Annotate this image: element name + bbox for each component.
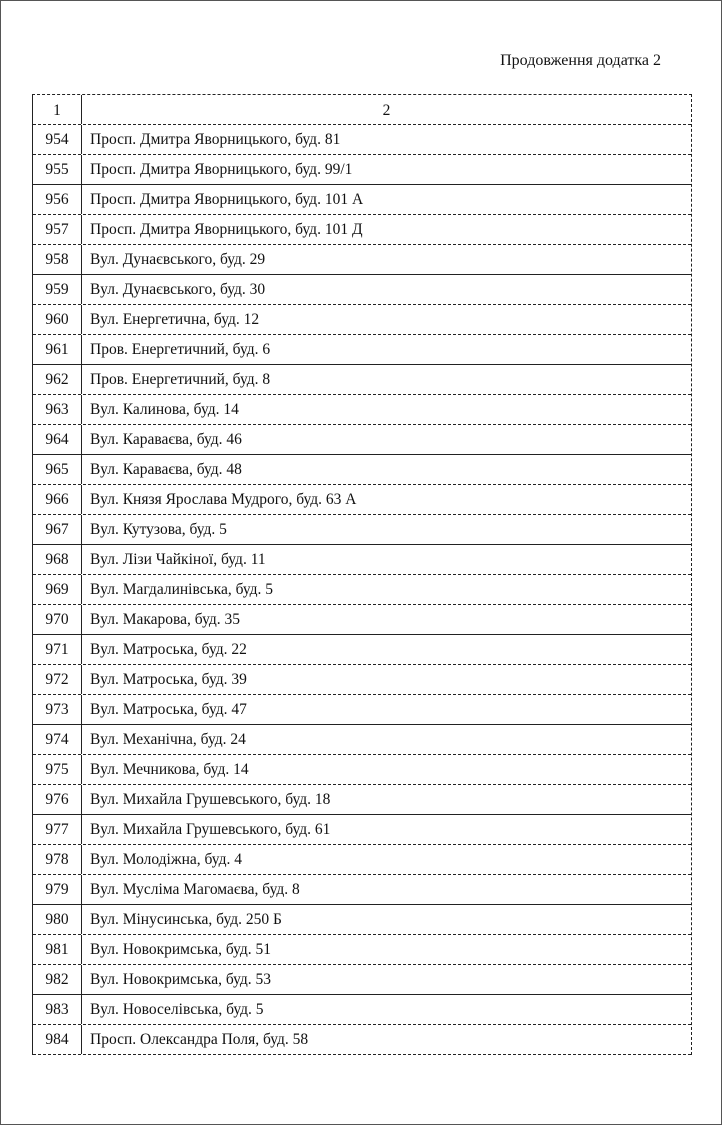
table-row bbox=[33, 485, 691, 515]
table-row bbox=[33, 425, 691, 455]
row-number: 964 bbox=[33, 425, 82, 454]
table-row bbox=[33, 725, 691, 755]
table-row bbox=[33, 365, 691, 395]
table-row bbox=[33, 125, 691, 155]
row-number: 969 bbox=[33, 575, 82, 604]
row-address: Вул. Матроська, буд. 47 bbox=[90, 701, 247, 718]
row-address: Вул. Матроська, буд. 22 bbox=[90, 641, 247, 658]
row-number: 956 bbox=[33, 185, 82, 214]
row-number: 975 bbox=[33, 755, 82, 784]
table-row bbox=[33, 245, 691, 275]
table-row bbox=[33, 305, 691, 335]
row-number: 983 bbox=[33, 995, 82, 1024]
table-row bbox=[33, 815, 691, 845]
row-number: 963 bbox=[33, 395, 82, 424]
row-address: Вул. Мінусинська, буд. 250 Б bbox=[90, 911, 282, 928]
header-col-number: 1 bbox=[33, 95, 82, 124]
table-row bbox=[33, 785, 691, 815]
row-address: Вул. Новоселівська, буд. 5 bbox=[90, 1001, 264, 1018]
table-row bbox=[33, 665, 691, 695]
table-row bbox=[33, 755, 691, 785]
row-number: 972 bbox=[33, 665, 82, 694]
header-col-address: 2 bbox=[382, 102, 391, 119]
row-address: Вул. Калинова, буд. 14 bbox=[90, 401, 239, 418]
continuation-caption: Продовження додатка 2 bbox=[500, 52, 661, 69]
table-row bbox=[33, 185, 691, 215]
row-address: Вул. Новокримська, буд. 53 bbox=[90, 971, 272, 988]
row-address: Вул. Механічна, буд. 24 bbox=[90, 731, 246, 748]
table-row bbox=[33, 635, 691, 665]
row-address: Вул. Молодіжна, буд. 4 bbox=[90, 851, 242, 868]
row-number: 960 bbox=[33, 305, 82, 334]
row-number: 978 bbox=[33, 845, 82, 874]
table-row bbox=[33, 455, 691, 485]
row-number: 968 bbox=[33, 545, 82, 574]
row-number: 962 bbox=[33, 365, 82, 394]
row-address: Вул. Новокримська, буд. 51 bbox=[90, 941, 272, 958]
row-address: Вул. Михайла Грушевського, буд. 61 bbox=[90, 821, 331, 838]
row-number: 977 bbox=[33, 815, 82, 844]
row-number: 981 bbox=[33, 935, 82, 964]
row-address: Вул. Мечникова, буд. 14 bbox=[90, 761, 249, 778]
row-address: Просп. Олександра Поля, буд. 58 bbox=[90, 1031, 309, 1048]
row-number: 965 bbox=[33, 455, 82, 484]
row-number: 954 bbox=[33, 125, 82, 154]
row-address: Просп. Дмитра Яворницького, буд. 99/1 bbox=[90, 161, 353, 178]
table-row bbox=[33, 545, 691, 575]
row-address: Пров. Енергетичний, буд. 6 bbox=[90, 341, 271, 358]
row-number: 966 bbox=[33, 485, 82, 514]
row-address: Просп. Дмитра Яворницького, буд. 101 А bbox=[90, 191, 364, 208]
row-number: 967 bbox=[33, 515, 82, 544]
row-number: 955 bbox=[33, 155, 82, 184]
table-row bbox=[33, 905, 691, 935]
row-address: Вул. Лізи Чайкіної, буд. 11 bbox=[90, 551, 266, 568]
row-number: 973 bbox=[33, 695, 82, 724]
row-address: Просп. Дмитра Яворницького, буд. 81 bbox=[90, 131, 341, 148]
row-address: Вул. Кутузова, буд. 5 bbox=[90, 521, 227, 538]
table-row bbox=[33, 575, 691, 605]
row-address: Пров. Енергетичний, буд. 8 bbox=[90, 371, 271, 388]
row-address: Вул. Дунаєвського, буд. 29 bbox=[90, 251, 266, 268]
table-row bbox=[33, 215, 691, 245]
row-address: Вул. Князя Ярослава Мудрого, буд. 63 А bbox=[90, 491, 357, 508]
row-address: Вул. Енергетична, буд. 12 bbox=[90, 311, 260, 328]
table-header-row bbox=[33, 95, 691, 125]
row-number: 959 bbox=[33, 275, 82, 304]
row-number: 976 bbox=[33, 785, 82, 814]
row-address: Просп. Дмитра Яворницького, буд. 101 Д bbox=[90, 221, 363, 238]
row-number: 961 bbox=[33, 335, 82, 364]
table-row bbox=[33, 515, 691, 545]
table-row bbox=[33, 875, 691, 905]
row-number: 958 bbox=[33, 245, 82, 274]
table-row bbox=[33, 335, 691, 365]
row-number: 957 bbox=[33, 215, 82, 244]
table-row bbox=[33, 965, 691, 995]
table-row bbox=[33, 995, 691, 1025]
row-number: 971 bbox=[33, 635, 82, 664]
table-row bbox=[33, 395, 691, 425]
table-row bbox=[33, 695, 691, 725]
address-table bbox=[32, 94, 692, 1055]
row-number: 984 bbox=[33, 1025, 82, 1054]
table-row bbox=[33, 605, 691, 635]
table-row bbox=[33, 275, 691, 305]
row-address: Вул. Макарова, буд. 35 bbox=[90, 611, 240, 628]
row-address: Вул. Матроська, буд. 39 bbox=[90, 671, 247, 688]
row-address: Вул. Караваєва, буд. 48 bbox=[90, 461, 242, 478]
row-address: Вул. Дунаєвського, буд. 30 bbox=[90, 281, 266, 298]
row-number: 980 bbox=[33, 905, 82, 934]
table-row bbox=[33, 845, 691, 875]
row-address: Вул. Мусліма Магомаєва, буд. 8 bbox=[90, 881, 300, 898]
table-row bbox=[33, 155, 691, 185]
row-address: Вул. Магдалинівська, буд. 5 bbox=[90, 581, 274, 598]
row-number: 979 bbox=[33, 875, 82, 904]
row-address: Вул. Михайла Грушевського, буд. 18 bbox=[90, 791, 331, 808]
row-number: 974 bbox=[33, 725, 82, 754]
row-number: 982 bbox=[33, 965, 82, 994]
row-address: Вул. Караваєва, буд. 46 bbox=[90, 431, 242, 448]
table-row bbox=[33, 935, 691, 965]
table-row bbox=[33, 1025, 691, 1055]
row-number: 970 bbox=[33, 605, 82, 634]
